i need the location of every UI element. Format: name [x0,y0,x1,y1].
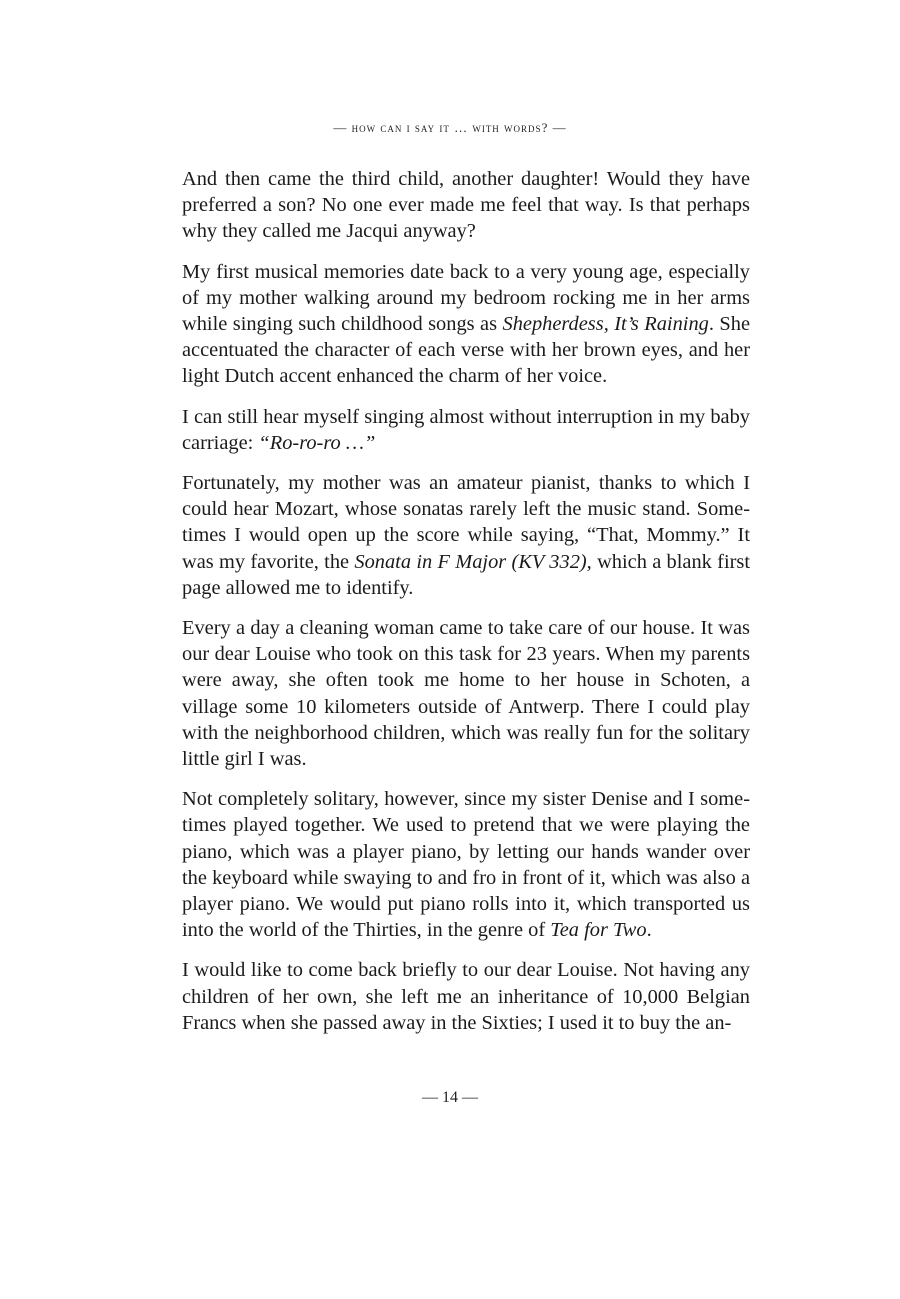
song-title-shepherdess: Shepherdess [502,313,604,336]
song-title-tea-for-two: Tea for Two [550,919,647,942]
song-quote: “Ro-ro-ro …” [258,431,376,454]
running-header: — how can i say it … with words? — [333,120,567,135]
paragraph-2-text-a: My first musical memories date back to a very young age, especially of my mother walking around my bedroom rocking me in her arms while singing such childhood songs as [182,260,750,336]
paragraph-5: Every a day a cleaning woman came to take care of our house. It was our dear Louise who took on this task for 23 years. When my parents were away, she often took me home to her house in Schoten, a village some 10 kilometers outside of Antwerp. There I could play with the neighborhood children, which was really fun for the solitary little girl I was. [182,617,750,771]
body-text [182,166,750,1050]
paragraph-4-text-a: Fortunately, my mother was an amateur pianist, thanks to which I could hear Mozart, whose sonatas rarely left the music stand. Sometimes I would open up the score while saying, “That, Mommy.” It was my favorite, the [182,472,750,573]
sonata-title: Sonata in F Major (KV 332), [354,550,592,573]
paragraph-2 [182,259,750,390]
paragraph-6-text-a: Not completely solitary, however, since my sister Denise and I sometimes played together. We used to pretend that we were playing the piano, which was a player piano, by letting our hands wander over the keyboard while swaying to and fro in front of it, which was also a player piano. We would put piano rolls into it, which transported us into the world of the Thirties, in the genre of [182,788,750,942]
paragraph-3-text: I can still hear myself singing almost without interruption in my baby carriage: [182,405,750,454]
paragraph-6-text-b: . [646,919,652,942]
paragraph-7: I would like to come back briefly to our dear Louise. Not having any children of her own, she left me an inheritance of 10,000 Belgian Francs when she passed away in the Sixties; I used it to buy the an- [182,959,750,1034]
song-title-its-raining: It’s Raining [614,313,709,336]
song-title-separator: , [603,313,615,336]
paragraph-1: And then came the third child, another daughter! Would they have preferred a son? No one ever made me feel that way. Is that perhaps why they called me Jacqui anyway? [182,168,750,243]
paragraph-3 [182,404,750,456]
paragraph-4 [182,470,750,601]
paragraph-6 [182,786,750,943]
paragraph-4-text-b: which a blank first page allowed me to identify. [182,550,751,599]
page-number: — 14 — [422,1089,478,1106]
paragraph-2-text-b: . She accentuated the character of each verse with her brown eyes, and her light Dutch accent enhanced the charm of her voice. [182,313,750,388]
